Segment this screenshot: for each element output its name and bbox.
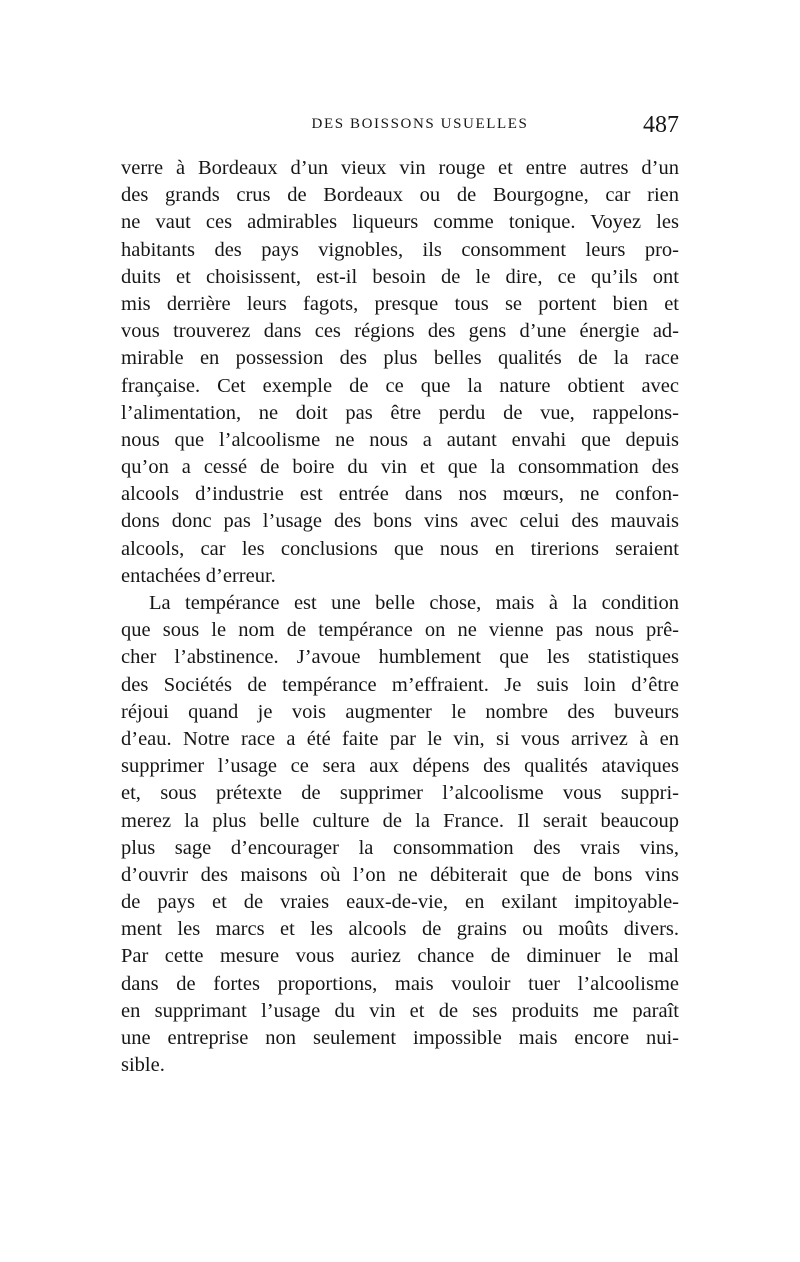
text-line-31: dans de fortes proportions, mais vouloir tuer l’alcoolisme — [121, 972, 679, 995]
text-line-33: une entreprise non seulement impossible mais encore nui- — [121, 1027, 679, 1049]
text-line-30: Par cette mesure vous auriez chance de diminuer le mal — [121, 945, 679, 968]
body-text — [121, 155, 679, 1079]
running-head — [121, 112, 679, 142]
text-line-14: dons donc pas l’usage des bons vins avec celui des mauvais — [121, 510, 679, 533]
text-line-7: vous trouverez dans ces régions des gens d’une énergie ad- — [121, 320, 679, 343]
page-number: 487 — [643, 112, 679, 138]
text-line-34: sible. — [121, 1054, 165, 1077]
text-line-3: ne vaut ces admirables liqueurs comme tonique. Voyez les — [121, 211, 679, 234]
text-line-18: que sous le nom de tempérance on ne vienne pas nous prê- — [121, 619, 679, 642]
text-line-8: mirable en possession des plus belles qualités de la race — [121, 347, 679, 370]
text-line-15: alcools, car les conclusions que nous en tirerions seraient — [121, 537, 679, 560]
text-line-12: qu’on a cessé de boire du vin et que la consommation des — [121, 456, 679, 479]
text-line-27: d’ouvrir des maisons où l’on ne débiterait que de bons vins — [121, 863, 679, 886]
text-line-9: française. Cet exemple de ce que la nature obtient avec — [121, 374, 679, 397]
text-line-22: d’eau. Notre race a été faite par le vin, si vous arrivez à en — [121, 727, 679, 750]
text-line-28: de pays et de vraies eaux-de-vie, en exilant impitoyable- — [121, 891, 679, 914]
text-line-23: supprimer l’usage ce sera aux dépens des qualités ataviques — [121, 755, 679, 778]
text-line-20: des Sociétés de tempérance m’effraient. Je suis loin d’être — [121, 673, 679, 696]
text-line-11: nous que l’alcoolisme ne nous a autant envahi que depuis — [121, 428, 679, 451]
text-line-1: verre à Bordeaux d’un vieux vin rouge et entre autres d’un — [121, 157, 679, 179]
text-line-26: plus sage d’encourager la consommation des vrais vins, — [121, 836, 679, 859]
text-line-32: en supprimant l’usage du vin et de ses produits me paraît — [121, 999, 679, 1022]
text-line-17: La tempérance est une belle chose, mais à la condition — [149, 592, 679, 614]
text-line-21: réjoui quand je vois augmenter le nombre des buveurs — [121, 700, 679, 723]
text-line-10: l’alimentation, ne doit pas être perdu de vue, rappelons- — [121, 401, 679, 424]
text-line-2: des grands crus de Bordeaux ou de Bourgogne, car rien — [121, 184, 679, 207]
text-line-24: et, sous prétexte de supprimer l’alcoolisme vous suppri- — [121, 782, 679, 805]
text-line-16: entachées d’erreur. — [121, 564, 276, 587]
text-line-29: ment les marcs et les alcools de grains ou moûts divers. — [121, 918, 679, 941]
text-line-6: mis derrière leurs fagots, presque tous se portent bien et — [121, 292, 679, 315]
text-line-19: cher l’abstinence. J’avoue humblement que les statistiques — [121, 646, 679, 669]
text-line-4: habitants des pays vignobles, ils consomment leurs pro- — [121, 238, 679, 261]
text-line-5: duits et choisissent, est-il besoin de le dire, ce qu’ils ont — [121, 265, 679, 288]
running-title: DES BOISSONS USUELLES — [311, 116, 529, 132]
text-line-13: alcools d’industrie est entrée dans nos mœurs, ne confon- — [121, 483, 679, 506]
text-line-25: merez la plus belle culture de la France. Il serait beaucoup — [121, 809, 679, 832]
